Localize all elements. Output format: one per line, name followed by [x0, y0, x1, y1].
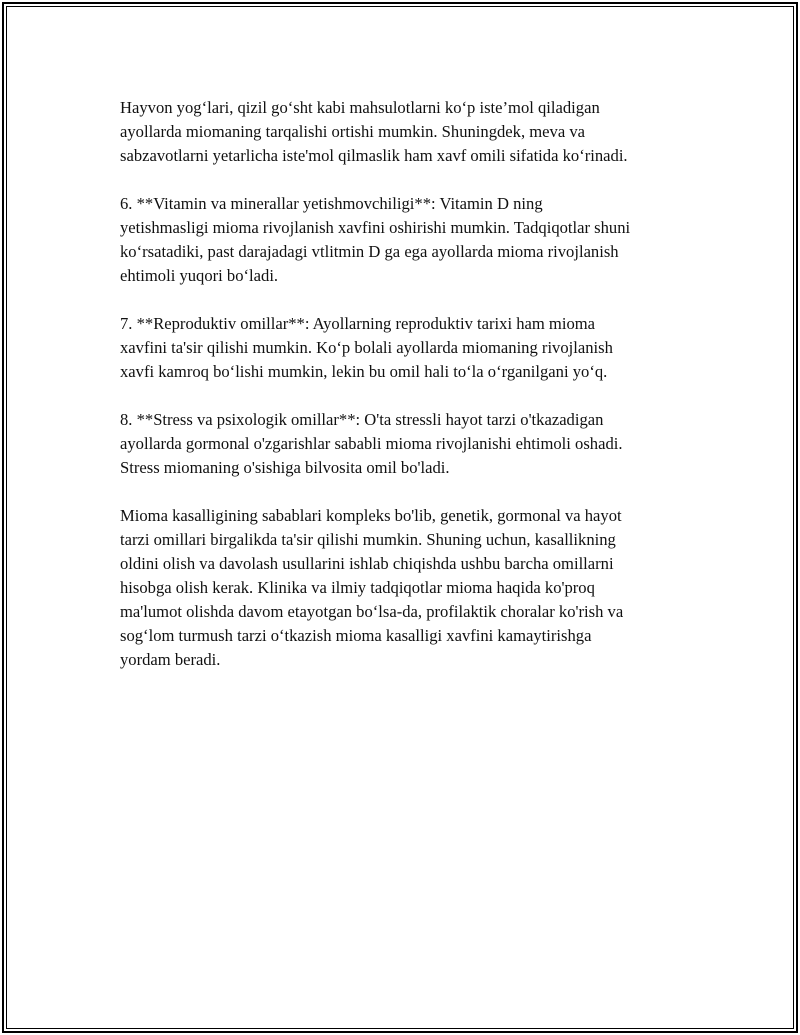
paragraph-stress-factors: 8. **Stress va psixologik omillar**: O'ta stressli hayot tarzi o'tkazadigan ayollarda gormonal o'zgarishlar sababli mioma rivojlanishi ehtimoli oshadi. Stress miomaning o'sishiga bilvosita omil bo'ladi.: [120, 410, 623, 477]
paragraph-conclusion: Mioma kasalligining sabablari kompleks bo'lib, genetik, gormonal va hayot tarzi omillari birgalikda ta'sir qilishi mumkin. Shuning uchun, kasallikning oldini olish va davolash usullarini ishlab chiqishda ushbu barcha omillarni hisobga olish kerak. Klinika va ilmiy tadqiqotlar mioma haqida ko'proq ma'lumot olishda davom etayotgan bo‘lsa-da, profilaktik choralar ko'rish va sog‘lom turmush tarzi o‘tkazish mioma kasalligi xavfini kamaytirishga yordam beradi.: [120, 506, 624, 669]
page-border: [2, 2, 798, 1033]
paragraph-diet: Hayvon yog‘lari, qizil go‘sht kabi mahsulotlarni ko‘p iste’mol qiladigan ayollarda miomaning tarqalishi ortishi mumkin. Shuningdek, meva va sabzavotlarni yetarlicha iste'mol qilmaslik ham xavf omili sifatida ko‘rinadi.: [120, 98, 628, 165]
document-body: [120, 96, 700, 696]
paragraph-vitamin-deficiency: 6. **Vitamin va minerallar yetishmovchiligi**: Vitamin D ning yetishmasligi mioma rivojlanish xavfini oshirishi mumkin. Tadqiqotlar shuni ko‘rsatadiki, past darajadagi vtlitmin D ga ega ayollarda mioma rivojlanish ehtimoli yuqori bo‘ladi.: [120, 194, 631, 285]
paragraph-reproductive-factors: 7. **Reproduktiv omillar**: Ayollarning reproduktiv tarixi ham mioma xavfini ta'sir qilishi mumkin. Ko‘p bolali ayollarda miomaning rivojlanish xavfi kamroq bo‘lishi mumkin, lekin bu omil hali to‘la o‘rganilgani yo‘q.: [120, 314, 613, 381]
